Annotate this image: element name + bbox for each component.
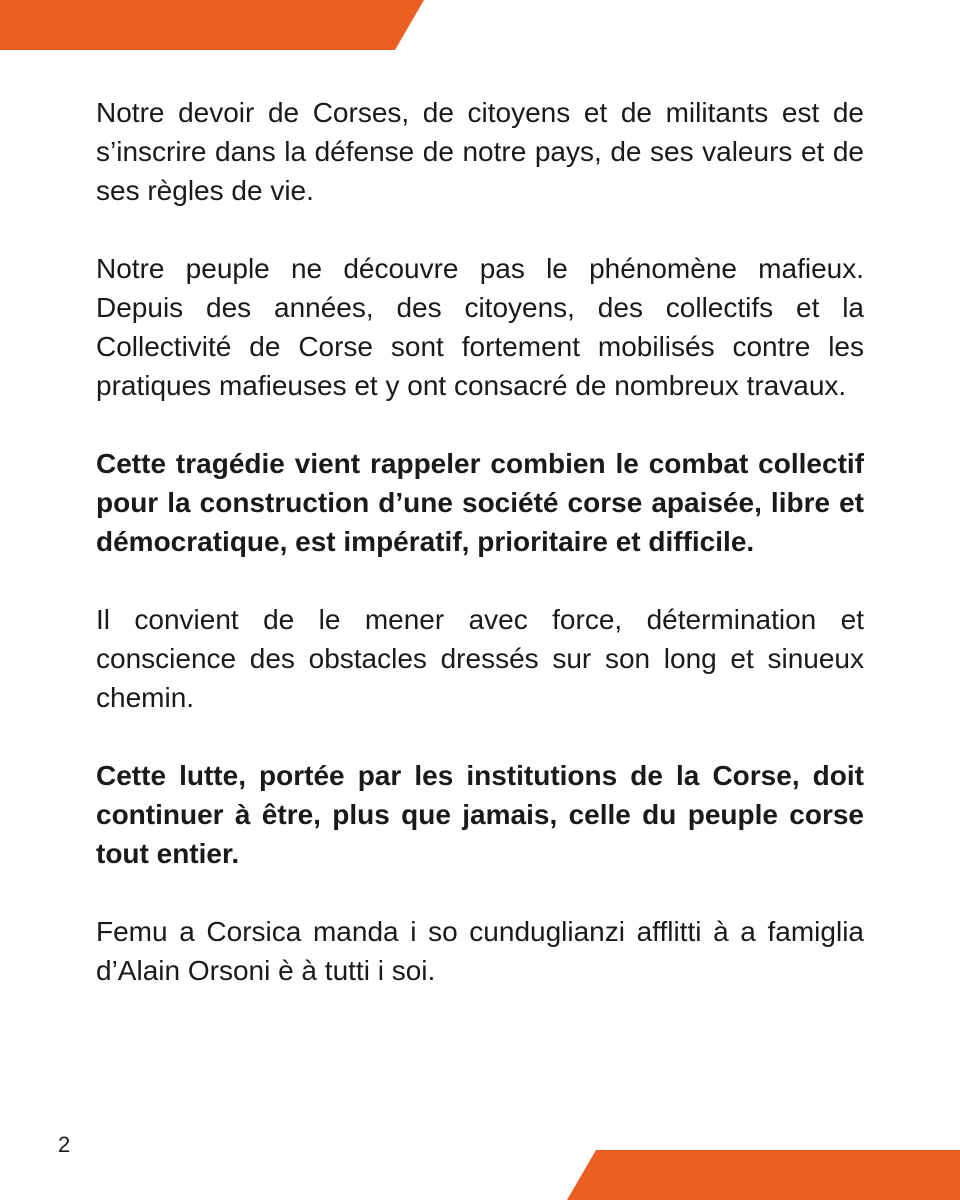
- paragraph-condolences: Femu a Corsica manda i so cunduglianzi afflitti à a famiglia d’Alain Orsoni è à tutti i soi.: [96, 916, 864, 986]
- document-body: [96, 93, 864, 1029]
- top-accent-bar: [0, 0, 424, 50]
- bottom-accent-bar: [567, 1150, 960, 1200]
- paragraph-lead-with-force: Il convient de le mener avec force, détermination et conscience des obstacles dressés sur son long et sinueux chemin.: [96, 604, 864, 713]
- paragraph-mafia-phenomenon: Notre peuple ne découvre pas le phénomène mafieux. Depuis des années, des citoyens, des collectifs et la Collectivité de Corse sont fortement mobilisés contre les pratiques mafieuses et y ont consacré de nombreux travaux.: [96, 253, 864, 401]
- page-number: 2: [58, 1132, 71, 1157]
- paragraph-tragedy-emphasis: Cette tragédie vient rappeler combien le combat collectif pour la construction d’une société corse apaisée, libre et démocratique, est impératif, prioritaire et difficile.: [96, 448, 864, 557]
- paragraph-struggle-emphasis: Cette lutte, portée par les institutions de la Corse, doit continuer à être, plus que jamais, celle du peuple corse tout entier.: [96, 760, 864, 869]
- paragraph-duty: Notre devoir de Corses, de citoyens et de militants est de s’inscrire dans la défense de notre pays, de ses valeurs et de ses règles de vie.: [96, 97, 864, 206]
